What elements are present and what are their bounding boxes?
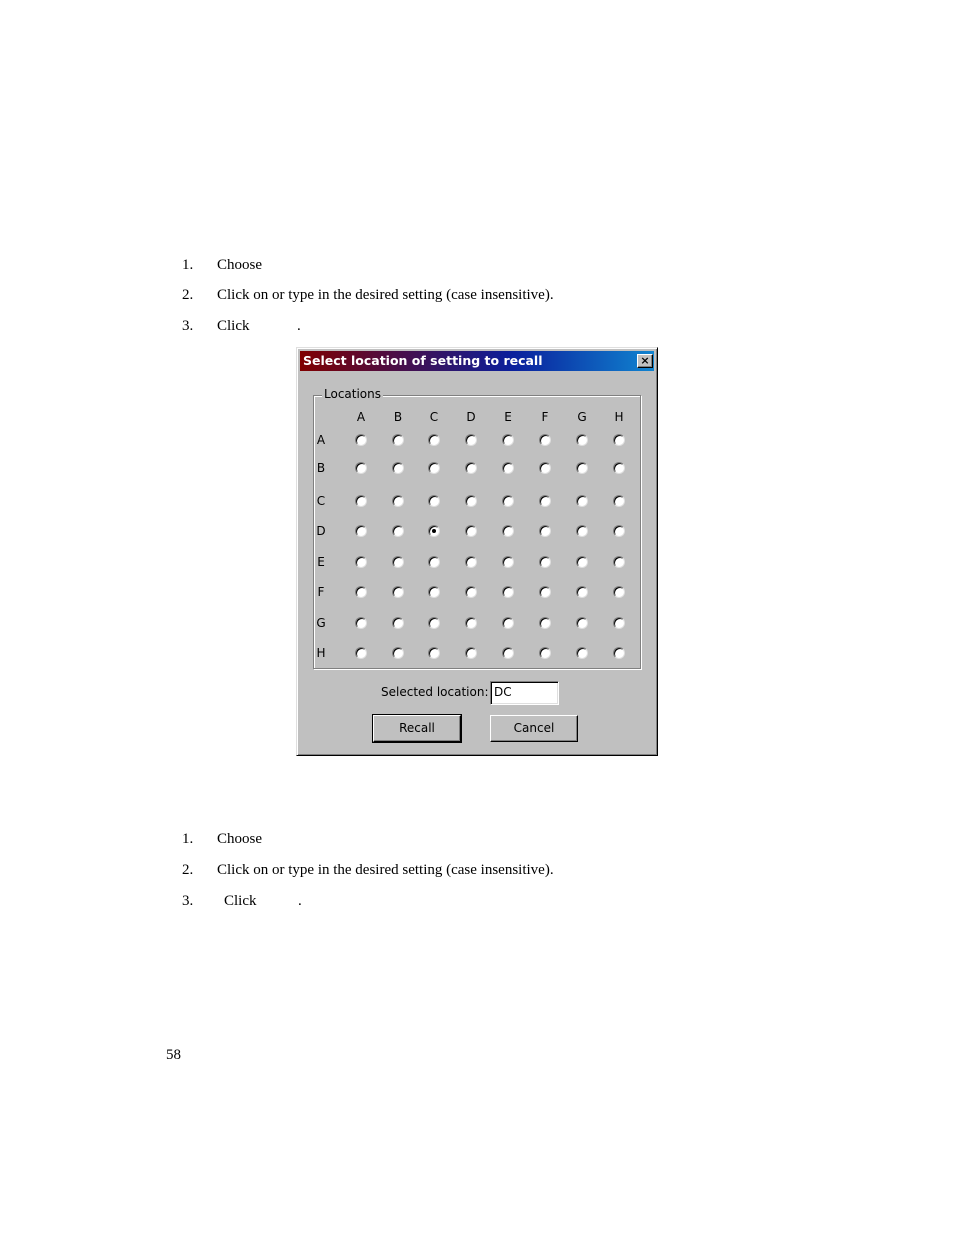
column-label: E xyxy=(504,410,512,424)
row-label: E xyxy=(317,555,325,569)
location-radio-gh[interactable] xyxy=(613,617,625,629)
location-radio-ae[interactable] xyxy=(502,434,514,446)
location-radio-ge[interactable] xyxy=(502,617,514,629)
close-icon[interactable]: × xyxy=(637,354,653,368)
location-radio-ce[interactable] xyxy=(502,495,514,507)
location-radio-ch[interactable] xyxy=(613,495,625,507)
column-label: D xyxy=(466,410,476,424)
selected-location-label: Selected location: xyxy=(381,685,489,699)
location-radio-dd[interactable] xyxy=(465,525,477,537)
column-label: G xyxy=(577,410,587,424)
dialog-title: Select location of setting to recall xyxy=(303,353,543,368)
location-radio-ea[interactable] xyxy=(355,556,367,568)
locations-group-label: Locations xyxy=(324,387,382,401)
recall-button[interactable]: Recall xyxy=(373,715,461,742)
location-radio-bc[interactable] xyxy=(428,462,440,474)
location-radio-db[interactable] xyxy=(392,525,404,537)
row-label: D xyxy=(316,524,326,538)
location-radio-fd[interactable] xyxy=(465,586,477,598)
location-radio-df[interactable] xyxy=(539,525,551,537)
cancel-button[interactable]: Cancel xyxy=(490,715,578,742)
column-label: B xyxy=(393,410,403,424)
location-radio-bd[interactable] xyxy=(465,462,477,474)
step-text: Choose xyxy=(217,831,262,847)
row-label: G xyxy=(316,616,326,630)
location-radio-fc[interactable] xyxy=(428,586,440,598)
location-radio-hh[interactable] xyxy=(613,647,625,659)
location-radio-ad[interactable] xyxy=(465,434,477,446)
row-label: F xyxy=(317,585,325,599)
location-radio-ga[interactable] xyxy=(355,617,367,629)
location-radio-cb[interactable] xyxy=(392,495,404,507)
row-label: B xyxy=(316,461,326,475)
column-label: C xyxy=(429,410,439,424)
step-text: Click on or type in the desired setting (case insensitive). xyxy=(217,287,554,303)
location-radio-dg[interactable] xyxy=(576,525,588,537)
location-radio-ca[interactable] xyxy=(355,495,367,507)
location-radio-fe[interactable] xyxy=(502,586,514,598)
location-radio-be[interactable] xyxy=(502,462,514,474)
location-radio-he[interactable] xyxy=(502,647,514,659)
location-radio-fh[interactable] xyxy=(613,586,625,598)
location-radio-bg[interactable] xyxy=(576,462,588,474)
step-number: 3. xyxy=(182,893,194,909)
selected-location-input[interactable]: DC xyxy=(490,681,559,705)
location-radio-aa[interactable] xyxy=(355,434,367,446)
step-number: 3. xyxy=(182,318,194,334)
location-radio-ag[interactable] xyxy=(576,434,588,446)
location-radio-gd[interactable] xyxy=(465,617,477,629)
location-radio-gg[interactable] xyxy=(576,617,588,629)
location-radio-bb[interactable] xyxy=(392,462,404,474)
location-radio-hd[interactable] xyxy=(465,647,477,659)
location-radio-ee[interactable] xyxy=(502,556,514,568)
location-radio-ed[interactable] xyxy=(465,556,477,568)
dialog-titlebar[interactable] xyxy=(300,351,654,371)
step-text: Click xyxy=(217,318,250,334)
location-radio-fb[interactable] xyxy=(392,586,404,598)
location-radio-eh[interactable] xyxy=(613,556,625,568)
location-radio-ba[interactable] xyxy=(355,462,367,474)
step-trail: . xyxy=(298,893,302,909)
recall-location-dialog xyxy=(296,347,658,756)
location-radio-fg[interactable] xyxy=(576,586,588,598)
page-number: 58 xyxy=(166,1047,181,1063)
location-radio-cf[interactable] xyxy=(539,495,551,507)
location-radio-cc[interactable] xyxy=(428,495,440,507)
step-number: 1. xyxy=(182,257,194,273)
location-radio-ac[interactable] xyxy=(428,434,440,446)
location-radio-eg[interactable] xyxy=(576,556,588,568)
location-radio-dh[interactable] xyxy=(613,525,625,537)
location-radio-cd[interactable] xyxy=(465,495,477,507)
column-label: A xyxy=(356,410,366,424)
row-label: C xyxy=(316,494,326,508)
location-radio-gc[interactable] xyxy=(428,617,440,629)
location-radio-ah[interactable] xyxy=(613,434,625,446)
step-text: Click on or type in the desired setting (case insensitive). xyxy=(217,862,554,878)
location-radio-eb[interactable] xyxy=(392,556,404,568)
location-radio-hc[interactable] xyxy=(428,647,440,659)
location-radio-de[interactable] xyxy=(502,525,514,537)
location-radio-ec[interactable] xyxy=(428,556,440,568)
location-radio-hf[interactable] xyxy=(539,647,551,659)
location-radio-gb[interactable] xyxy=(392,617,404,629)
location-radio-ff[interactable] xyxy=(539,586,551,598)
location-radio-hb[interactable] xyxy=(392,647,404,659)
step-text: Click xyxy=(224,893,257,909)
row-label: A xyxy=(316,433,326,447)
location-radio-da[interactable] xyxy=(355,525,367,537)
location-radio-bh[interactable] xyxy=(613,462,625,474)
step-text: Choose xyxy=(217,257,262,273)
location-radio-gf[interactable] xyxy=(539,617,551,629)
location-radio-hg[interactable] xyxy=(576,647,588,659)
location-radio-fa[interactable] xyxy=(355,586,367,598)
step-number: 2. xyxy=(182,287,194,303)
row-label: H xyxy=(316,646,326,660)
column-label: F xyxy=(541,410,549,424)
location-radio-dc[interactable] xyxy=(428,525,440,537)
location-radio-af[interactable] xyxy=(539,434,551,446)
step-number: 2. xyxy=(182,862,194,878)
location-radio-bf[interactable] xyxy=(539,462,551,474)
location-radio-cg[interactable] xyxy=(576,495,588,507)
location-radio-ef[interactable] xyxy=(539,556,551,568)
column-label: H xyxy=(614,410,624,424)
step-trail: . xyxy=(297,318,301,334)
location-radio-ha[interactable] xyxy=(355,647,367,659)
location-radio-ab[interactable] xyxy=(392,434,404,446)
step-number: 1. xyxy=(182,831,194,847)
